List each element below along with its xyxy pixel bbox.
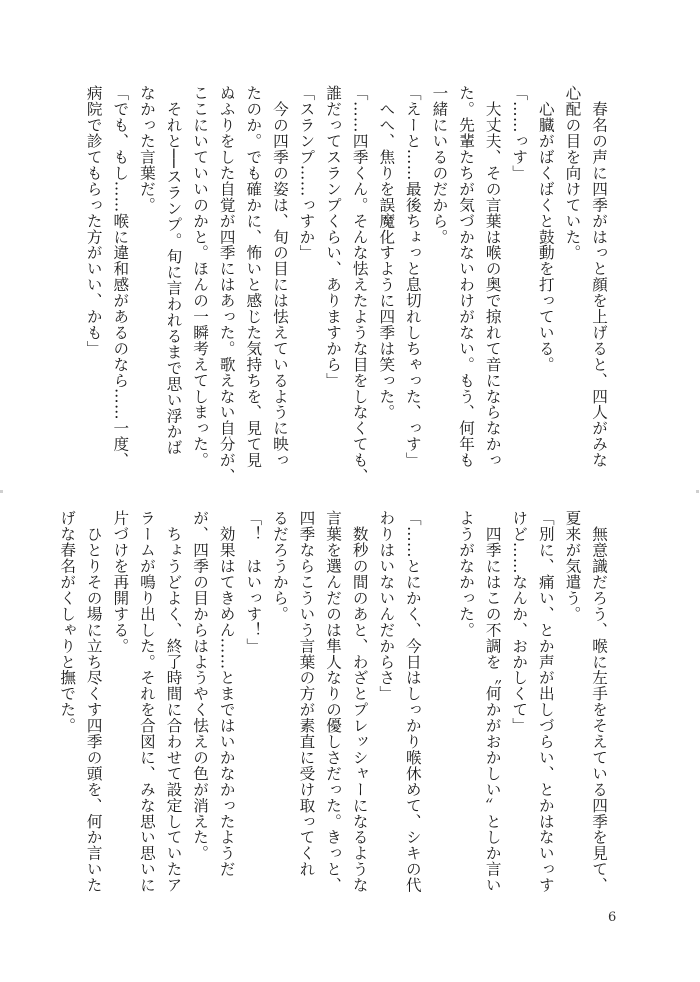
text-line: 夏来が気遣う。 [563,510,582,622]
text-line: 片づけを再開する。 [111,510,130,654]
text-line: 大丈夫、その言葉は喉の奥で掠れて音にならなかっ [483,85,502,468]
text-line: 心臓がばくばくと鼓動を打っている。 [536,85,555,373]
text-line: げな春名がくしゃりと撫でた。 [58,510,77,734]
text-line: ちょうどよく、終了時間に合わせて設定していたア [164,510,183,893]
text-line: ラームが鳴り出した。それを合図に、みな思い思いに [137,510,156,893]
text-line: た。先輩たちが気づかないわけがない。もう、何年も [457,85,476,468]
lower-text-block [58,510,612,898]
text-line: 一緒にいるのだから。 [430,85,449,245]
text-line: 「！ はいっす！」 [244,510,263,654]
crop-mark-left [0,490,3,493]
text-line: 効果はてきめん……とまではいかなかったようだ [217,510,236,877]
text-line: なかった言葉だ。 [137,85,156,213]
text-line: 「……四季くん。そんな怯えたような目をしなくても、 [350,85,369,484]
text-line: 「……っす」 [510,85,529,181]
text-line: 「でも、もし……喉に違和感があるのなら……一度、 [111,85,130,468]
text-line: 「えーと……最後ちょっと息切れしちゃった、っす」 [403,85,422,468]
text-line: 病院で診てもらった方がいい、かも」 [84,85,103,357]
text-line: 今の四季の姿は、旬の目には怯えているように映っ [270,85,289,468]
crop-mark-right [696,490,699,493]
text-line: が、四季の目からはようやく怯えの色が消えた。 [191,510,210,861]
text-line: ここにいていいのかと。ほんの一瞬考えてしまった。 [191,85,210,468]
text-line: たのか。でも確かに、怖いと感じた気持ちを、見て見 [244,85,263,468]
text-line: ぬふりをした自覚が四季にはあった。歌えない自分が、 [217,85,236,484]
page-number: 6 [608,910,617,925]
text-line: 春名の声に四季がはっと顔を上げると、四人がみな [590,85,608,468]
text-line: へへ、焦りを誤魔化すように四季は笑った。 [377,85,396,420]
text-line: 無意識だろう、喉に左手をそえている四季を見て、 [590,510,608,893]
text-line: るだろうから。 [270,510,289,622]
text-line: けど……なんか、おかしくて」 [510,510,529,734]
text-line: 四季にはこの不調を〝何かがおかしい〟としか言い [483,510,502,893]
text-line: 「スランプ……っすか」 [297,85,316,261]
text-line [426,510,453,898]
text-line: ようがなかった。 [457,510,476,638]
text-line: 言葉を選んだのは隼人なりの優しさだった。きっと、 [324,510,343,893]
text-line: 「別に、痛い、とか声が出しづらい、とかはないっす [536,510,555,893]
text-line: ひとりその場に立ち尽くす四季の頭を、何か言いた [84,510,103,893]
upper-text-block [84,85,612,484]
text-line: わりはいないんだからさ」 [377,510,396,702]
text-line: それと──スランプ。旬に言われるまで思い浮かば [164,85,183,456]
text-line: 四季ならこういう言葉の方が素直に受け取ってくれ [297,510,316,877]
text-line: 心配の目を向けていた。 [563,85,582,261]
text-line: 数秒の間のあと、わざとプレッシャーになるような [350,510,369,893]
text-line: 誰だってスランプくらい、ありますから」 [324,85,343,389]
text-line: 「……とにかく、今日はしっかり喉休めて、シキの代 [403,510,422,893]
